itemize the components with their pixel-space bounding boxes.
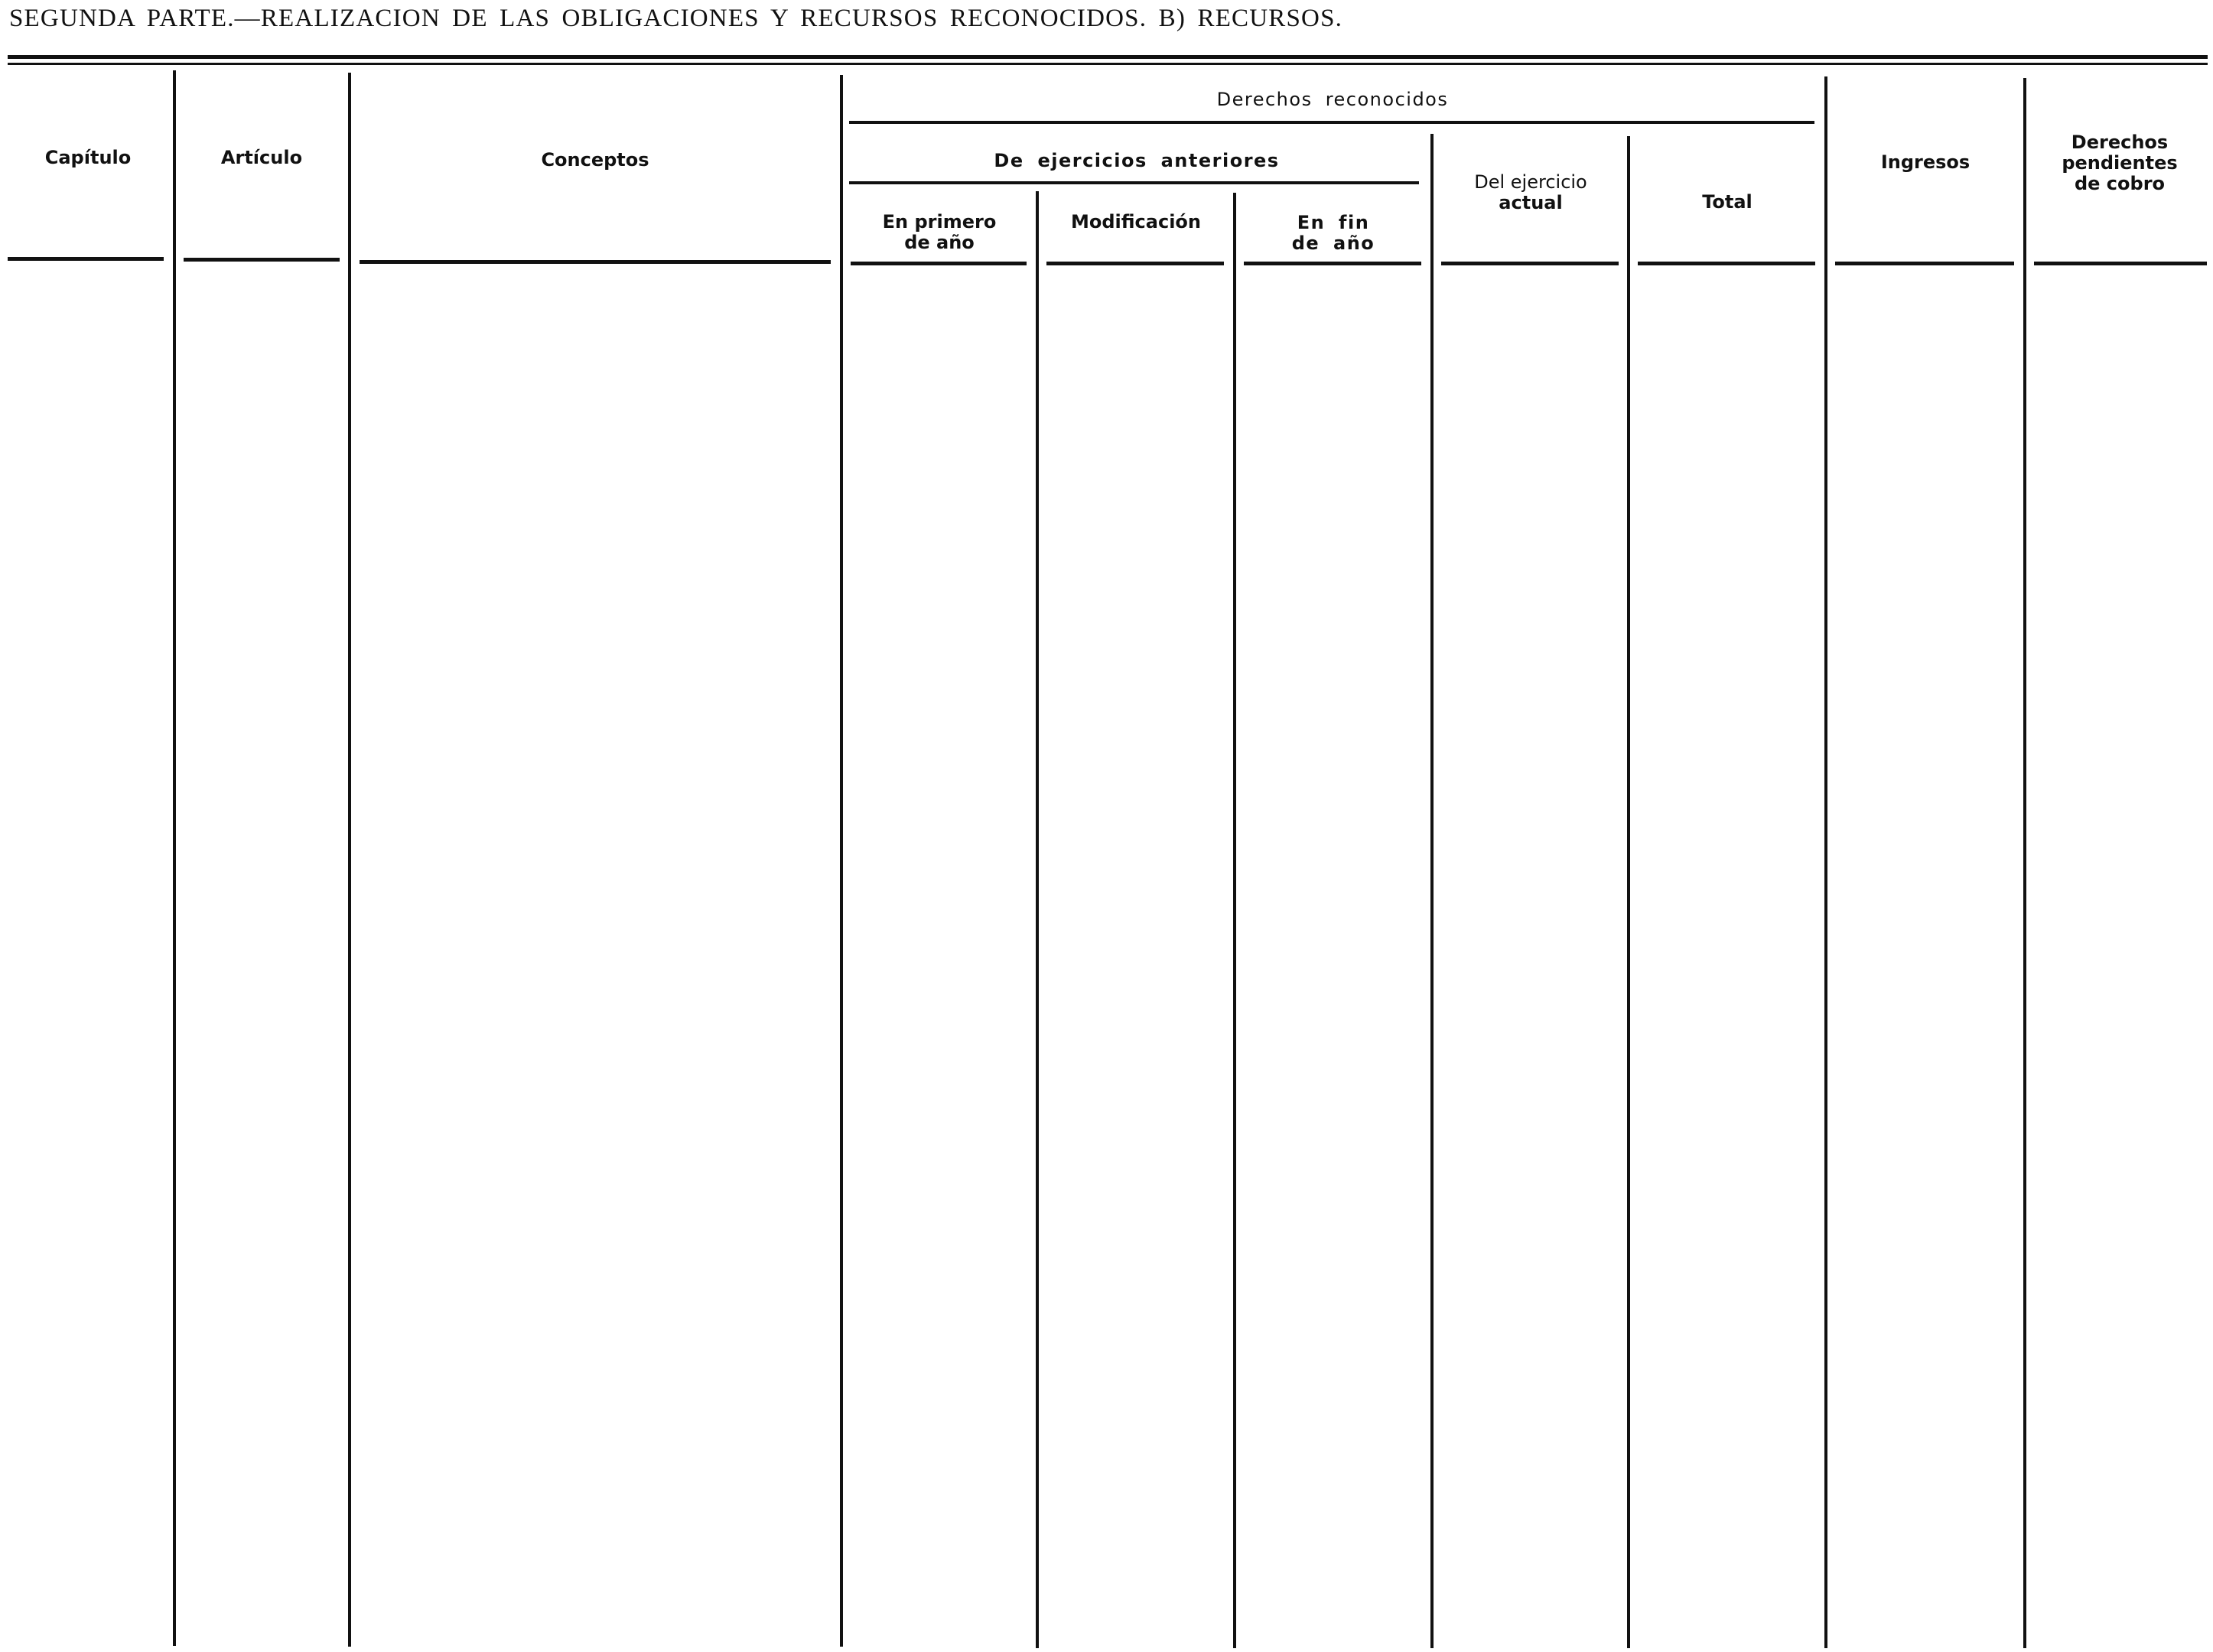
header-bottom-rule (1244, 262, 1421, 265)
header-del-ejercicio-actual (1435, 172, 1626, 213)
header-bottom-rule (1441, 262, 1619, 265)
header-total: Total (1702, 191, 1753, 213)
header-derechos-pendientes-de-cobro (2028, 132, 2211, 194)
column-separator (1627, 136, 1630, 1648)
column-separator (1824, 76, 1827, 1648)
header-en-primero-de-ano (845, 212, 1034, 253)
header-derechos-reconocidos: Derechos reconocidos (1216, 89, 1449, 110)
top-rule-lower (8, 63, 2208, 65)
header-capitulo: Capítulo (44, 147, 132, 168)
header-bottom-rule (851, 262, 1027, 265)
column-separator (840, 75, 843, 1647)
column-separator (173, 70, 176, 1646)
column-separator (2023, 78, 2026, 1648)
header-conceptos: Conceptos (541, 149, 649, 171)
header-modificacion: Modificación (1070, 211, 1201, 233)
header-en-primero-line2: de año (904, 232, 975, 253)
derechos-reconocidos-underline (849, 121, 1814, 124)
header-en-fin-line2: de año (1291, 233, 1375, 254)
column-separator (1233, 193, 1236, 1648)
header-de-ejercicios-anteriores: De ejercicios anteriores (994, 150, 1280, 171)
header-ingresos: Ingresos (1880, 151, 1971, 173)
header-en-fin-line1: En fin (1297, 212, 1370, 233)
header-derechos-pendientes-line3: de cobro (2074, 173, 2166, 194)
header-bottom-rule (1835, 262, 2014, 265)
ejercicios-anteriores-underline (849, 181, 1419, 184)
header-derechos-pendientes-line2: pendientes (2062, 152, 2178, 174)
column-separator (348, 73, 351, 1647)
header-derechos-pendientes-line1: Derechos (2071, 132, 2169, 153)
header-bottom-rule (360, 260, 831, 264)
header-bottom-rule (1638, 262, 1815, 265)
page-title: SEGUNDA PARTE.—REALIZACION DE LAS OBLIGACIONES Y RECURSOS RECONOCIDOS. B) RECURSOS. (9, 5, 1343, 32)
header-bottom-rule (184, 258, 340, 262)
header-en-fin-de-ano (1238, 213, 1429, 254)
column-separator (1430, 134, 1434, 1648)
header-bottom-rule (8, 257, 164, 261)
header-bottom-rule (1046, 262, 1224, 265)
header-en-primero-line1: En primero (882, 211, 997, 233)
column-separator (1036, 191, 1039, 1648)
top-rule-upper (8, 55, 2208, 59)
header-del-ejercicio-line1: Del ejercicio (1474, 171, 1587, 193)
header-del-ejercicio-line2: actual (1499, 192, 1563, 213)
header-bottom-rule (2034, 262, 2207, 265)
header-articulo: Artículo (220, 147, 303, 168)
